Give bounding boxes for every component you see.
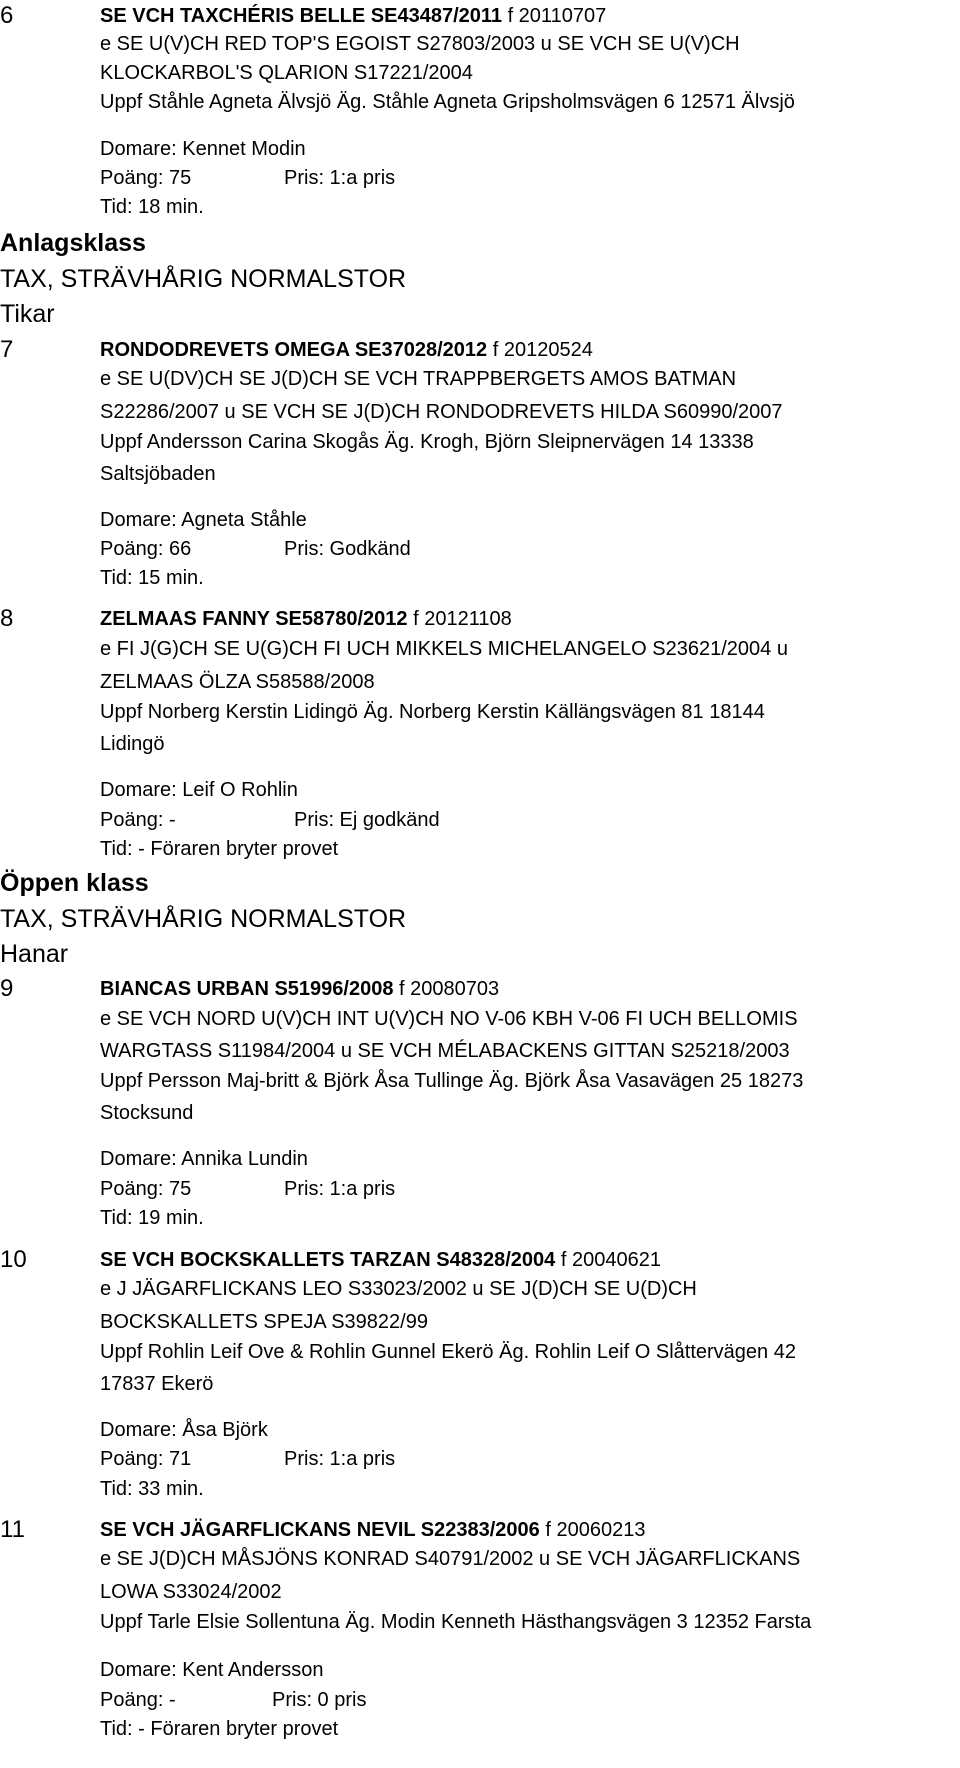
parents-line: BOCKSKALLETS SPEJA S39822/99	[100, 1311, 428, 1333]
parents-line: S22286/2007 u SE VCH SE J(D)CH RONDODREVETS HILDA S60990/2007	[100, 401, 783, 423]
points: Poäng: -	[100, 1689, 176, 1711]
judge: Domare: Agneta Ståhle	[100, 509, 307, 531]
entry-title	[100, 977, 499, 1001]
prize: Pris: 0 pris	[272, 1689, 367, 1711]
breed-title: TAX, STRÄVHÅRIG NORMALSTOR	[0, 905, 407, 933]
entry-number: 11	[0, 1516, 25, 1543]
entry-number: 8	[0, 605, 14, 632]
dog-name: SE VCH BOCKSKALLETS TARZAN S48328/2004	[100, 1249, 556, 1271]
judge: Domare: Annika Lundin	[100, 1148, 308, 1170]
points: Poäng: 75	[100, 1178, 192, 1200]
judge: Domare: Åsa Björk	[100, 1419, 268, 1441]
prize: Pris: Godkänd	[284, 538, 411, 560]
entry-number: 10	[0, 1246, 27, 1273]
breed-title: TAX, STRÄVHÅRIG NORMALSTOR	[0, 265, 407, 293]
owner-line: Stocksund	[100, 1102, 194, 1124]
birth-date: f 20110707	[502, 5, 607, 27]
parents-line: e SE J(D)CH MÅSJÖNS KONRAD S40791/2002 u SE VCH JÄGARFLICKANS	[100, 1548, 801, 1570]
birth-date: f 20121108	[407, 608, 512, 630]
dog-name: BIANCAS URBAN S51996/2008	[100, 978, 394, 1000]
dog-name: ZELMAAS FANNY SE58780/2012	[100, 608, 408, 630]
entry-number: 9	[0, 975, 14, 1002]
points: Poäng: 75	[100, 167, 192, 189]
entry-title	[100, 607, 512, 631]
dog-name: SE VCH TAXCHÉRIS BELLE SE43487/2011	[100, 5, 503, 27]
judge: Domare: Leif O Rohlin	[100, 779, 298, 801]
parents-line: e SE U(V)CH RED TOP'S EGOIST S27803/2003 u SE VCH SE U(V)CH	[100, 33, 740, 55]
entry-number: 6	[0, 2, 14, 29]
prize: Pris: Ej godkänd	[294, 809, 440, 831]
parents-line: e SE U(DV)CH SE J(D)CH SE VCH TRAPPBERGETS AMOS BATMAN	[100, 368, 737, 390]
judge: Domare: Kent Andersson	[100, 1659, 324, 1681]
parents-line: LOWA S33024/2002	[100, 1581, 282, 1603]
owner-line: Uppf Tarle Elsie Sollentuna Äg. Modin Kenneth Hästhangsvägen 3 12352 Farsta	[100, 1611, 812, 1633]
entry-title	[100, 4, 606, 28]
birth-date: f 20040621	[555, 1249, 661, 1271]
owner-line: Lidingö	[100, 733, 165, 755]
points: Poäng: -	[100, 809, 176, 831]
points: Poäng: 71	[100, 1448, 192, 1470]
entry-title	[100, 338, 593, 362]
owner-line: Uppf Andersson Carina Skogås Äg. Krogh, Björn Sleipnervägen 14 13338	[100, 431, 754, 453]
sex-title: Tikar	[0, 300, 55, 328]
sex-title: Hanar	[0, 940, 69, 968]
class-title: Anlagsklass	[0, 229, 146, 257]
owner-line: Uppf Rohlin Leif Ove & Rohlin Gunnel Ekerö Äg. Rohlin Leif O Slåttervägen 42	[100, 1341, 796, 1363]
parents-line: e J JÄGARFLICKANS LEO S33023/2002 u SE J(D)CH SE U(D)CH	[100, 1278, 697, 1300]
owner-line: Uppf Persson Maj-britt & Björk Åsa Tullinge Äg. Björk Åsa Vasavägen 25 18273	[100, 1070, 804, 1092]
time: Tid: - Föraren bryter provet	[100, 1718, 339, 1740]
birth-date: f 20060213	[539, 1519, 646, 1541]
owner-line: 17837 Ekerö	[100, 1373, 214, 1395]
parents-line: KLOCKARBOL'S QLARION S17221/2004	[100, 62, 473, 84]
prize: Pris: 1:a pris	[284, 167, 396, 189]
parents-line: ZELMAAS ÖLZA S58588/2008	[100, 671, 375, 693]
class-title: Öppen klass	[0, 869, 149, 897]
parents-line: e FI J(G)CH SE U(G)CH FI UCH MIKKELS MICHELANGELO S23621/2004 u	[100, 638, 788, 660]
entry-title	[100, 1518, 645, 1542]
parents-line: e SE VCH NORD U(V)CH INT U(V)CH NO V-06 KBH V-06 FI UCH BELLOMIS	[100, 1008, 798, 1030]
time: Tid: - Föraren bryter provet	[100, 838, 339, 860]
time: Tid: 33 min.	[100, 1478, 204, 1500]
owner-line: Saltsjöbaden	[100, 463, 216, 485]
dog-name: RONDODREVETS OMEGA SE37028/2012	[100, 339, 488, 361]
time: Tid: 18 min.	[100, 196, 204, 218]
birth-date: f 20120524	[487, 339, 593, 361]
prize: Pris: 1:a pris	[284, 1448, 396, 1470]
owner-line: Uppf Norberg Kerstin Lidingö Äg. Norberg Kerstin Källängsvägen 81 18144	[100, 701, 765, 723]
parents-line: WARGTASS S11984/2004 u SE VCH MÉLABACKENS GITTAN S25218/2003	[100, 1040, 790, 1062]
dog-name: SE VCH JÄGARFLICKANS NEVIL S22383/2006	[100, 1519, 540, 1541]
birth-date: f 20080703	[393, 978, 500, 1000]
time: Tid: 19 min.	[100, 1207, 204, 1229]
entry-title	[100, 1248, 661, 1272]
prize: Pris: 1:a pris	[284, 1178, 396, 1200]
entry-number: 7	[0, 336, 14, 363]
owner-line: Uppf Ståhle Agneta Älvsjö Äg. Ståhle Agneta Gripsholmsvägen 6 12571 Älvsjö	[100, 91, 795, 113]
judge: Domare: Kennet Modin	[100, 138, 306, 160]
points: Poäng: 66	[100, 538, 192, 560]
time: Tid: 15 min.	[100, 567, 204, 589]
